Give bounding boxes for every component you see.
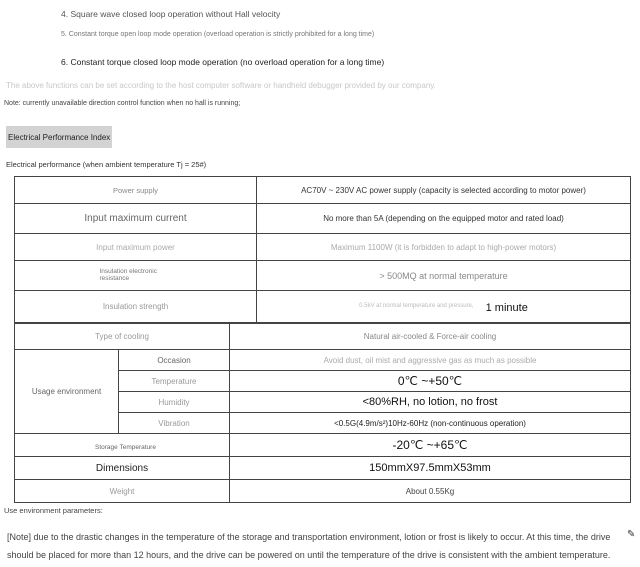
cooling-value: Natural air-cooled & Force-air cooling: [230, 324, 631, 350]
table-row: [15, 234, 631, 261]
mode-item-5: 5. Constant torque open loop mode operation (overload operation is strictly prohibited for a long time): [61, 31, 375, 38]
note-paragraph: [Note] due to the drastic changes in the temperature of the storage and transportation environment, lotion or frost is likely to occur. At this time, the drive should be placed for more than 12 hours, and the drive can be powered on until the temperature of the drive is consistent with the ambient temperature.: [7, 532, 611, 560]
table-row: [15, 204, 631, 234]
usage-row-value: Avoid dust, oil mist and aggressive gas as much as possible: [230, 350, 631, 371]
dimensions-value: 150mmX97.5mmX53mm: [230, 457, 631, 480]
usage-row-label: Occasion: [119, 350, 230, 371]
section-tag: Electrical Performance Index: [6, 126, 112, 148]
table-row: [15, 177, 631, 204]
usage-row-value: <80%RH, no lotion, no frost: [230, 392, 631, 413]
row-value-main: 1 minute: [485, 301, 528, 314]
row-value-small: 0.5kV at normal temperature and pressure,: [359, 303, 474, 310]
row-label: Insulation strength: [15, 291, 257, 323]
table-row: [15, 434, 631, 457]
table-row: [15, 324, 631, 350]
usage-row-value: <0.5G(4.9m/s²)10Hz-60Hz (non-continuous operation): [230, 413, 631, 434]
storage-label-text: Storage Temperature: [95, 444, 156, 451]
usage-row-value: 0℃ ~+50℃: [230, 371, 631, 392]
storage-label: [15, 434, 230, 457]
environment-table: [14, 323, 631, 503]
electrical-performance-table: [14, 176, 631, 323]
usage-row-label: Humidity: [119, 392, 230, 413]
dimensions-label: Dimensions: [15, 457, 230, 480]
row-value: AC70V ~ 230V AC power supply (capacity is selected according to motor power): [257, 177, 631, 204]
row-label-text: Insulation electronic resistance: [99, 267, 157, 282]
row-label: [15, 261, 257, 291]
mode-item-4: 4. Square wave closed loop operation without Hall velocity: [61, 9, 281, 19]
usage-row-label: Vibration: [119, 413, 230, 434]
usage-row-label: Temperature: [119, 371, 230, 392]
row-label: Input maximum power: [15, 234, 257, 261]
storage-value: -20℃ ~+65℃: [230, 434, 631, 457]
table-row: [15, 457, 631, 480]
functions-note: The above functions can be set according to the host computer software or handheld debugger provided by our company.: [6, 81, 436, 90]
weight-label: Weight: [15, 480, 230, 503]
weight-value: About 0.55Kg: [230, 480, 631, 503]
row-value: > 500MQ at normal temperature: [257, 261, 631, 291]
table-row: [15, 291, 631, 323]
mode-item-6: 6. Constant torque closed loop mode operation (no overload operation for a long time): [61, 57, 385, 67]
table-row: [15, 480, 631, 503]
direction-note: Note: currently unavailable direction control function when no hall is running;: [4, 100, 241, 107]
usage-params-heading: Use environment parameters:: [4, 506, 103, 515]
usage-label: Usage environment: [15, 350, 119, 434]
row-label: Power supply: [15, 177, 257, 204]
pencil-icon: ✎: [627, 529, 636, 540]
cooling-label: Type of cooling: [15, 324, 230, 350]
row-value: Maximum 1100W (it is forbidden to adapt to high-power motors): [257, 234, 631, 261]
row-value: [257, 291, 631, 323]
perf-caption: Electrical performance (when ambient temperature Tj = 25#): [6, 160, 207, 169]
table-row: [15, 261, 631, 291]
row-value: No more than 5A (depending on the equipped motor and rated load): [257, 204, 631, 234]
table-row: [15, 350, 631, 371]
row-label: Input maximum current: [15, 204, 257, 234]
